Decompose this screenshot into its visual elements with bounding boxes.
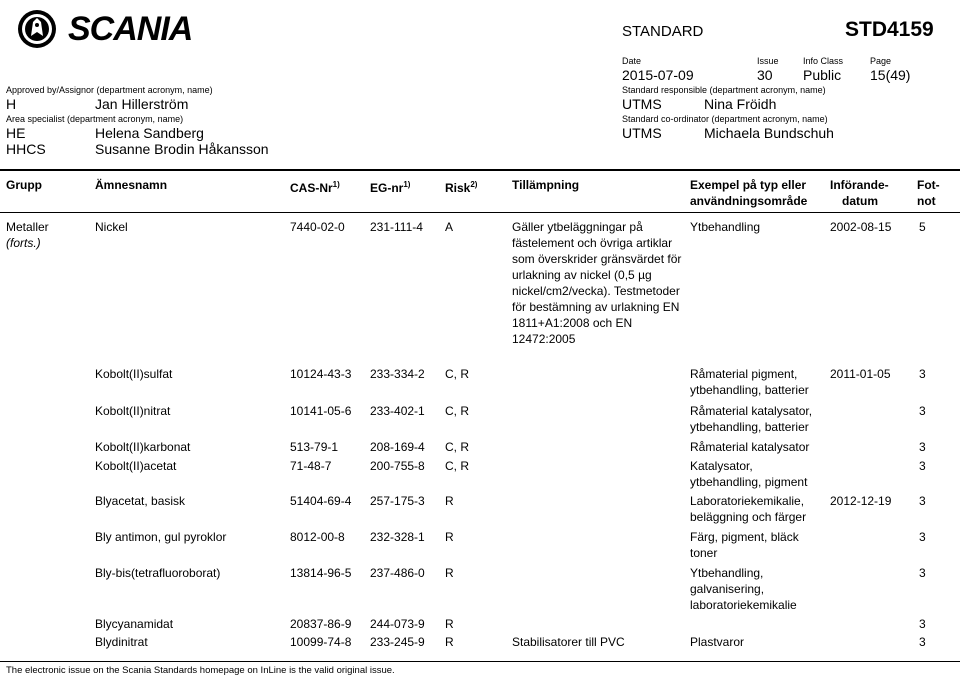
cell-note: 3 (919, 617, 926, 631)
specialist-dept: HE (6, 125, 26, 141)
cell-example: Ytbehandling (690, 220, 761, 234)
brand-wordmark: SCANIA (68, 10, 193, 48)
cell-example: Råmaterial pigment, ytbehandling, batterier (690, 367, 809, 397)
cell-substance: Blyacetat, basisk (95, 494, 186, 508)
cell-cas: 20837-86-9 (290, 617, 352, 631)
cell-risk: C, R (445, 459, 469, 473)
col-header-introduced: Införande- datum (830, 178, 889, 208)
cell-example: Laboratoriekemikalie, beläggning och färger (690, 494, 807, 524)
cell-cas: 10141-05-6 (290, 404, 352, 418)
cell-substance: Bly antimon, gul pyroklor (95, 530, 227, 544)
cell-cas: 513-79-1 (290, 440, 339, 454)
col-header-application: Tillämpning (512, 178, 580, 192)
cell-substance: Kobolt(II)sulfat (95, 367, 173, 381)
cell-note: 3 (919, 440, 926, 454)
page-number: 15(49) (870, 67, 911, 83)
cell-date: 2012-12-19 (830, 494, 892, 508)
specialist-name: Susanne Brodin Håkansson (95, 141, 269, 157)
approved-by-label: Approved by/Assignor (department acronym, name) (6, 85, 213, 95)
cell-risk: C, R (445, 440, 469, 454)
cell-example: Färg, pigment, bläck toner (690, 530, 799, 560)
cell-substance: Nickel (95, 220, 128, 234)
cell-eg: 208-169-4 (370, 440, 425, 454)
coordinator-dept: UTMS (622, 125, 662, 141)
cell-example: Råmaterial katalysator (690, 440, 810, 454)
cell-substance: Kobolt(II)karbonat (95, 440, 191, 454)
cell-eg: 233-402-1 (370, 404, 425, 418)
col-header-eg: $EG-nr^{1)}$ (370, 180, 411, 195)
col-header-example: Exempel på typ eller användningsområde (690, 178, 808, 208)
cell-substance: Kobolt(II)acetat (95, 459, 177, 473)
cell-eg: 200-755-8 (370, 459, 425, 473)
col-header-substance: Ämnesnamn (95, 178, 168, 192)
cell-risk: R (445, 566, 454, 580)
specialist-name: Helena Sandberg (95, 125, 204, 141)
cell-cas: 10099-74-8 (290, 635, 352, 649)
cell-application: Gäller ytbeläggningar på fästelement och övriga artiklar som överskrider gränsvärdet för urlakning av nickel (0,5 µg nickel/cm2/vecka). Testmetoder för bestämning av urlakning EN 1811+A1:2008 och EN 12472:2005 (512, 220, 682, 346)
cell-risk: C, R (445, 367, 469, 381)
issue-date: 2015-07-09 (622, 67, 694, 83)
cell-cas: 8012-00-8 (290, 530, 345, 544)
cell-application: Stabilisatorer till PVC (512, 635, 625, 649)
coordinator-name: Michaela Bundschuh (704, 125, 834, 141)
cell-note: 3 (919, 635, 926, 649)
cell-note: 5 (919, 220, 926, 234)
cell-eg: 231-111-4 (370, 220, 423, 234)
cell-substance: Bly-bis(tetrafluoroborat) (95, 566, 221, 580)
document-type: STANDARD (622, 23, 704, 40)
cell-cas: 71-48-7 (290, 459, 332, 473)
date-label: Date (622, 56, 642, 66)
cell-note: 3 (919, 367, 926, 381)
cell-note: 3 (919, 530, 926, 544)
cell-eg: 257-175-3 (370, 494, 425, 508)
cell-note: 3 (919, 404, 926, 418)
responsible-name: Nina Fröidh (704, 96, 777, 112)
cell-risk: R (445, 635, 454, 649)
cell-note: 3 (919, 459, 926, 473)
cell-cas: 7440-02-0 (290, 220, 345, 234)
footer-rule (0, 661, 960, 662)
col-header-footnote: Fot- not (917, 178, 940, 208)
cell-risk: R (445, 617, 454, 631)
document-number: STD4159 (845, 18, 934, 41)
group-continued: (forts.) (6, 236, 41, 250)
cell-eg: 233-334-2 (370, 367, 425, 381)
cell-eg: 233-245-9 (370, 635, 425, 649)
specialist-dept: HHCS (6, 141, 46, 157)
page-label: Page (870, 56, 892, 66)
cell-date: 2002-08-15 (830, 220, 892, 234)
responsible-dept: UTMS (622, 96, 662, 112)
cell-date: 2011-01-05 (830, 367, 891, 381)
cell-cas: 10124-43-3 (290, 367, 352, 381)
issue-number: 30 (757, 67, 773, 83)
cell-substance: Blydinitrat (95, 635, 148, 649)
table-top-rule (0, 169, 960, 171)
approver-name: Jan Hillerström (95, 96, 189, 112)
info-class-label: Info Class (803, 56, 844, 66)
cell-example: Katalysator, ytbehandling, pigment (690, 459, 808, 489)
cell-example: Ytbehandling, galvanisering, laboratoriekemikalie (690, 566, 797, 612)
info-class: Public (803, 67, 842, 83)
cell-risk: R (445, 494, 454, 508)
cell-substance: Blycyanamidat (95, 617, 174, 631)
griffin-emblem-icon (14, 8, 60, 50)
cell-note: 3 (919, 566, 926, 580)
footer-note: The electronic issue on the Scania Standards homepage on InLine is the valid original issue. (6, 665, 395, 676)
cell-example: Råmaterial katalysator, ytbehandling, batterier (690, 404, 813, 434)
cell-example: Plastvaror (690, 635, 745, 649)
group-name: Metaller (6, 220, 49, 234)
area-specialist-label: Area specialist (department acronym, name) (6, 114, 184, 124)
cell-eg: 244-073-9 (370, 617, 425, 631)
cell-risk: C, R (445, 404, 469, 418)
col-header-group: Grupp (6, 178, 42, 192)
issue-label: Issue (757, 56, 779, 66)
col-header-cas: CAS-Nr$^{1)}$ (290, 180, 340, 195)
cell-substance: Kobolt(II)nitrat (95, 404, 171, 418)
cell-note: 3 (919, 494, 926, 508)
cell-risk: A (445, 220, 454, 234)
table-header-rule (0, 212, 960, 213)
cell-risk: R (445, 530, 454, 544)
cell-cas: 51404-69-4 (290, 494, 352, 508)
cell-cas: 13814-96-5 (290, 566, 352, 580)
standard-coordinator-label: Standard co-ordinator (department acronym, name) (622, 114, 828, 124)
cell-eg: 237-486-0 (370, 566, 425, 580)
cell-eg: 232-328-1 (370, 530, 425, 544)
approver-dept: H (6, 96, 17, 112)
standard-responsible-label: Standard responsible (department acronym, name) (622, 85, 826, 95)
col-header-risk: Risk$^{2)}$ (445, 180, 478, 195)
